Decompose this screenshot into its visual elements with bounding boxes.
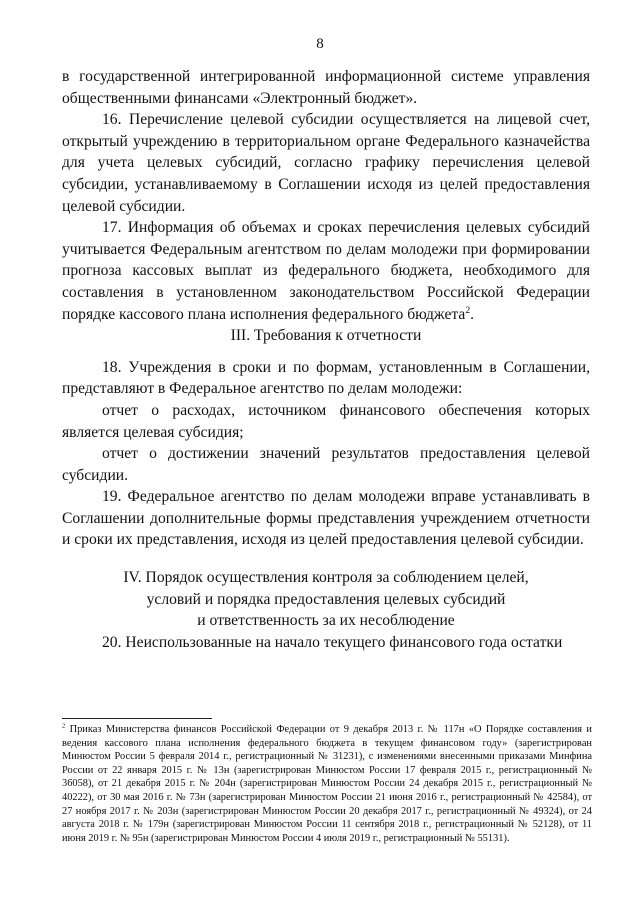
- paragraph-19: 19. Федеральное агентство по делам молодежи вправе устанавливать в Соглашении дополнительные формы представления учреждением отчетности и сроки их представления, исходя из целей предоставления целевой субсидии.: [62, 488, 590, 549]
- footnote-mark: 2: [62, 722, 66, 730]
- paragraph-17-text: 17. Информация об объемах и сроках перечисления целевых субсидий учитывается Федеральным агентством по делам молодежи при формировании прогноза кассовых выплат из федерального бюджета, необходимого для составления в установленном законодательством Российской Федерации порядке кассового плана исполнения федерального бюджета: [62, 219, 590, 323]
- footnote: [62, 723, 592, 845]
- paragraph-20: 20. Неиспользованные на начало текущего финансового года остатки: [102, 633, 563, 651]
- footnote-ref: 2: [465, 304, 471, 316]
- paragraph-16: 16. Перечисление целевой субсидии осуществляется на лицевой счет, открытый учреждению в территориальном органе Федерального казначейства для учета целевых субсидий, согласно графику перечисления целевой субсидии, устанавливаемому в Соглашении исходя из целей предоставления целевой субсидии.: [62, 111, 590, 215]
- paragraph-18-item-2: отчет о достижении значений результатов предоставления целевой субсидии.: [62, 445, 590, 484]
- paragraph-18: 18. Учреждения в сроки и по формам, установленным в Соглашении, представляют в Федеральное агентство по делам молодежи:: [62, 358, 590, 398]
- section-4-heading-line-2: условий и порядка предоставления целевых субсидий: [146, 590, 506, 608]
- document-body: [62, 66, 590, 653]
- footnote-text: Приказ Министерства финансов Российской Федерации от 9 декабря 2013 г. № 117н «О Порядке составления и ведения кассового плана исполнения федерального бюджета в текущем финансовом году» (зарегистрирован Минюстом России 5 февраля 2014 г., регистрационный № 31231), с изменениями внесенными приказами Минфина России от 22 января 2015 г. № 13н (зарегистрирован Минюстом России 17 февраля 2015 г., регистрационный № 36058), от 21 декабря 2015 г. № 204н (зарегистрирован Минюстом России 24 декабря 2015 г., регистрационный № 40222), от 30 мая 2016 г. № 73н (зарегистрирован Минюстом России 21 июня 2016 г., регистрационный № 42584), от 27 ноября 2017 г. № 203н (зарегистрирован Минюстом России 20 декабря 2017 г., регистрационный № 49324), от 24 августа 2018 г. № 179н (зарегистрирован Минюстом России 11 сентября 2018 г., регистрационный № 52128), от 11 июня 2019 г. № 95н (зарегистрирован Минюстом России 4 июля 2019 г., регистрационный № 55131).: [62, 724, 592, 844]
- paragraph-continuation: в государственной интегрированной информационной системе управления общественными финансами «Электронный бюджет».: [62, 68, 590, 107]
- paragraph-17: [62, 217, 590, 325]
- section-4-heading-line-1: IV. Порядок осуществления контроля за соблюдением целей,: [123, 569, 529, 587]
- page-number: 8: [316, 36, 324, 52]
- paragraph-18-item-1: отчет о расходах, источником финансового обеспечения которых является целевая субсидия;: [62, 401, 590, 441]
- paragraph-17-tail: .: [470, 305, 475, 323]
- section-4-heading-line-3: и ответственность за их несоблюдение: [197, 612, 455, 630]
- section-3-heading: III. Требования к отчетности: [230, 327, 422, 345]
- footnote-separator: [62, 718, 212, 719]
